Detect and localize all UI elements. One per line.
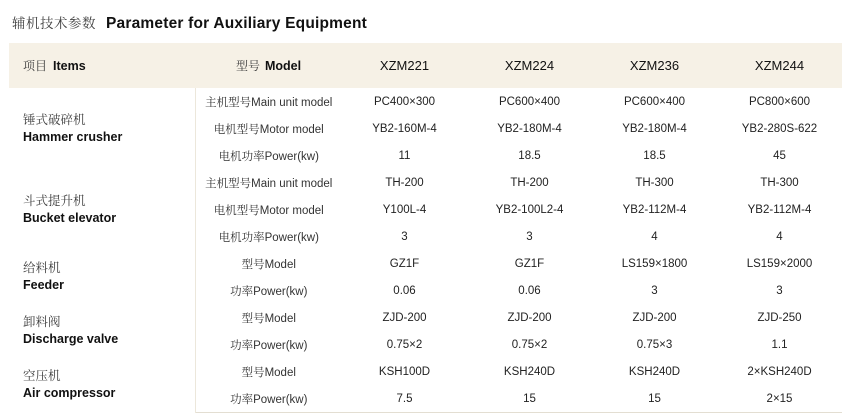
group-label-bucket-elevator xyxy=(9,169,195,250)
cell-value: TH-200 xyxy=(510,176,549,189)
cell-value: 2×KSH240D xyxy=(747,365,812,378)
group-label-cn: 给料机 xyxy=(23,261,61,275)
cell-value: ZJD-200 xyxy=(507,311,552,324)
cell-value: 15 xyxy=(592,385,717,413)
cell-value: ZJD-200 xyxy=(632,311,677,324)
cell-value: LS159×1800 xyxy=(621,257,688,270)
group-label-en: Bucket elevator xyxy=(23,210,117,225)
cell-value: 18.5 xyxy=(643,149,666,162)
group-label-en: Feeder xyxy=(23,278,64,292)
cell-value: TH-300 xyxy=(760,176,799,189)
page-title-cn: 辅机技术参数 xyxy=(12,16,96,31)
table-header-row xyxy=(9,43,842,88)
cell-value: KSH240D xyxy=(628,365,681,378)
table-row xyxy=(9,358,842,385)
cell-value: KSH100D xyxy=(378,365,431,378)
header-column-1: XZM221 xyxy=(342,43,467,88)
cell-value: YB2-100L2-4 xyxy=(495,203,564,216)
cell-value: 45 xyxy=(773,149,786,162)
header-items xyxy=(9,43,195,88)
page-title-en: Parameter for Auxiliary Equipment xyxy=(106,15,367,32)
cell-value: 3 xyxy=(651,284,658,297)
cell-value: PC400×300 xyxy=(373,95,436,108)
group-label-en: Discharge valve xyxy=(23,332,119,346)
row-label: 电机型号Motor model xyxy=(213,204,324,217)
cell-value: 0.75×3 xyxy=(636,338,673,351)
header-column-4: XZM244 xyxy=(717,43,842,88)
cell-value: 1.1 xyxy=(771,338,788,351)
group-label-cn: 锤式破碎机 xyxy=(23,112,86,127)
row-label: 功率Power(kw) xyxy=(195,385,342,413)
row-label: 型号Model xyxy=(241,258,296,271)
cell-value: PC800×600 xyxy=(748,95,811,108)
cell-value: TH-200 xyxy=(385,176,424,189)
cell-value: 4 xyxy=(651,230,658,243)
header-model-cn: 型号 xyxy=(235,58,260,73)
cell-value: GZ1F xyxy=(389,257,420,270)
row-label: 功率Power(kw) xyxy=(230,339,308,352)
cell-value: YB2-112M-4 xyxy=(747,203,812,216)
cell-value: 4 xyxy=(776,230,783,243)
row-label: 型号Model xyxy=(241,366,296,379)
cell-value: 2×15 xyxy=(717,385,842,413)
table-row xyxy=(9,250,842,277)
group-label-discharge-valve xyxy=(9,304,195,358)
row-label: 电机型号Motor model xyxy=(213,123,324,136)
header-column-3: XZM236 xyxy=(592,43,717,88)
cell-value: YB2-180M-4 xyxy=(622,122,687,135)
row-label: 主机型号Main unit model xyxy=(205,96,333,109)
parameter-table xyxy=(9,43,842,413)
group-label-cn: 斗式提升机 xyxy=(23,193,86,208)
cell-value: 11 xyxy=(398,149,411,162)
cell-value: ZJD-200 xyxy=(382,311,427,324)
cell-value: YB2-180M-4 xyxy=(497,122,562,135)
cell-value: 3 xyxy=(401,230,408,243)
cell-value: KSH240D xyxy=(503,365,556,378)
cell-value: ZJD-250 xyxy=(757,311,802,324)
cell-value: 15 xyxy=(467,385,592,413)
cell-value: 0.75×2 xyxy=(511,338,548,351)
cell-value: 0.06 xyxy=(393,284,416,297)
header-model xyxy=(195,43,342,88)
cell-value: 0.06 xyxy=(518,284,541,297)
table-row xyxy=(9,169,842,196)
cell-value: YB2-280S-622 xyxy=(741,122,818,135)
group-label-en: Air compressor xyxy=(23,386,116,401)
row-label: 电机功率Power(kw) xyxy=(218,150,319,163)
row-label: 电机功率Power(kw) xyxy=(218,231,319,244)
row-label: 型号Model xyxy=(241,312,296,325)
cell-value: GZ1F xyxy=(514,257,545,270)
table-row xyxy=(9,88,842,115)
group-label-cn: 卸料阀 xyxy=(23,315,61,329)
cell-value: Y100L-4 xyxy=(382,203,427,216)
cell-value: 3 xyxy=(776,284,783,297)
cell-value: TH-300 xyxy=(635,176,674,189)
cell-value: 18.5 xyxy=(518,149,541,162)
cell-value: 3 xyxy=(526,230,533,243)
row-label: 功率Power(kw) xyxy=(230,285,308,298)
header-items-cn: 项目 xyxy=(23,58,48,73)
cell-value: 7.5 xyxy=(342,385,467,413)
cell-value: YB2-112M-4 xyxy=(622,203,687,216)
header-model-en: Model xyxy=(264,58,302,73)
group-label-cn: 空压机 xyxy=(23,369,61,384)
header-column-2: XZM224 xyxy=(467,43,592,88)
row-label: 主机型号Main unit model xyxy=(205,177,333,190)
group-label-en: Hammer crusher xyxy=(23,129,123,144)
group-label-feeder xyxy=(9,250,195,304)
cell-value: YB2-160M-4 xyxy=(372,122,437,135)
group-label-air-compressor xyxy=(9,358,195,413)
group-label-hammer-crusher xyxy=(9,88,195,169)
cell-value: LS159×2000 xyxy=(746,257,813,270)
table-row xyxy=(9,304,842,331)
page-title xyxy=(0,0,849,43)
cell-value: PC600×400 xyxy=(623,95,686,108)
header-items-en: Items xyxy=(53,58,86,73)
cell-value: PC600×400 xyxy=(498,95,561,108)
cell-value: 0.75×2 xyxy=(386,338,423,351)
